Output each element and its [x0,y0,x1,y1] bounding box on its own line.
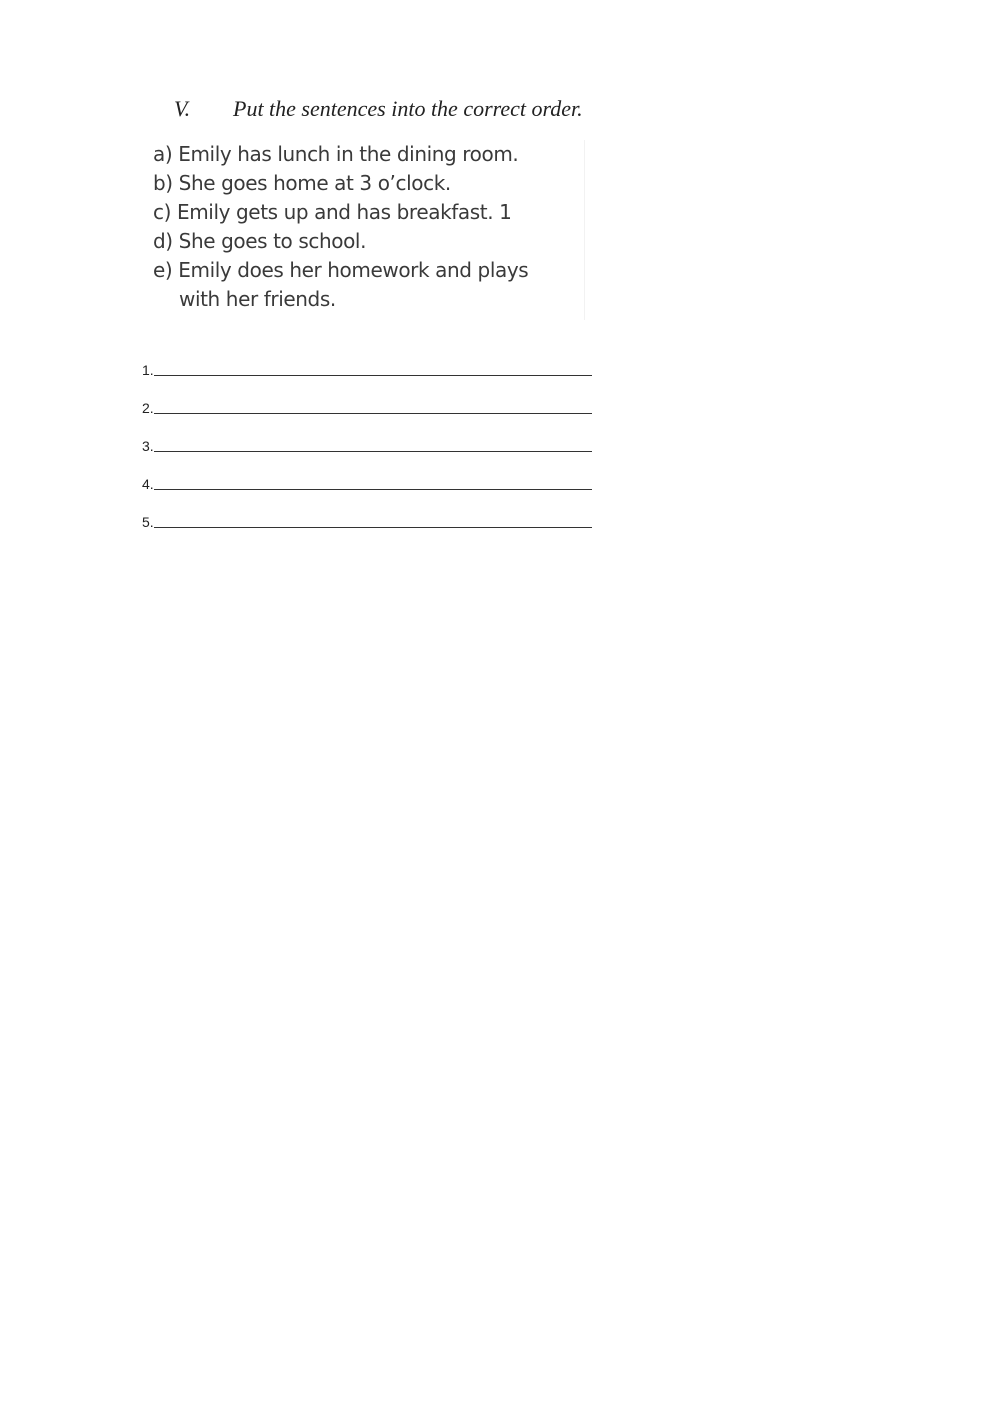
sentence-text: Emily has lunch in the dining room. [178,142,519,166]
answer-blank-line[interactable] [154,513,592,528]
sentence-item [153,256,584,314]
answer-number: 2. [142,400,154,416]
sentence-label: c) [153,200,171,224]
exercise-number: V. [174,96,191,121]
answer-row [142,378,592,416]
sentence-label: e) [153,258,173,282]
sentence-text-continued: with her friends. [179,287,336,311]
sentence-box [148,140,585,320]
sentence-text: Emily does her homework and plays [178,258,529,282]
sentence-item [153,227,584,256]
answer-blank-line[interactable] [154,399,592,414]
sentence-label: d) [153,229,173,253]
sentence-item [153,198,584,227]
answer-row [142,454,592,492]
sentence-text: Emily gets up and has breakfast. 1 [176,200,512,224]
answer-blank-line[interactable] [154,361,592,376]
sentence-list [148,140,584,314]
sentence-item [153,169,584,198]
answer-number: 4. [142,476,154,492]
answer-number: 5. [142,514,154,530]
sentence-text: She goes home at 3 o’clock. [178,171,451,195]
answer-lines [142,340,592,530]
answer-row [142,416,592,454]
answer-row [142,492,592,530]
sentence-label: a) [153,142,173,166]
sentence-item [153,140,584,169]
answer-blank-line[interactable] [154,437,592,452]
sentence-label: b) [153,171,173,195]
exercise-header [174,95,583,123]
answer-blank-line[interactable] [154,475,592,490]
sentence-text: She goes to school. [178,229,367,253]
exercise-instruction: Put the sentences into the correct order. [233,96,583,121]
answer-row [142,340,592,378]
answer-number: 1. [142,362,154,378]
answer-number: 3. [142,438,154,454]
